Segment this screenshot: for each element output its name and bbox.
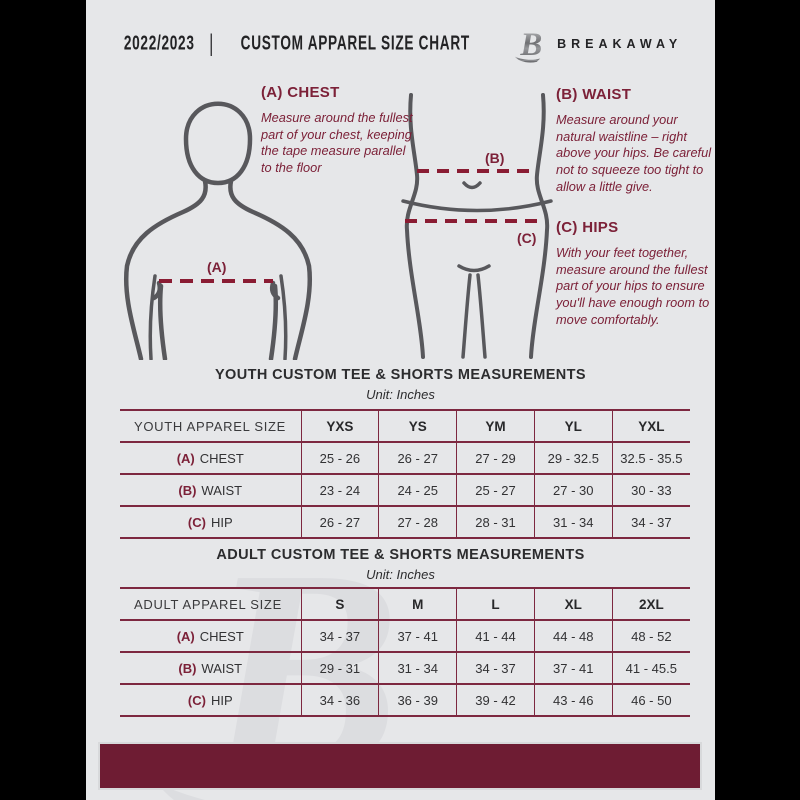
row-prefix: (C)	[187, 692, 206, 708]
size-col-header: L	[457, 588, 535, 620]
youth-table-unit: Unit: Inches	[366, 387, 435, 402]
size-range-cell: 25 - 26	[301, 442, 379, 474]
waist-heading: (B) WAIST	[556, 86, 632, 103]
size-range-cell: 26 - 27	[301, 506, 379, 538]
lower-torso-figure	[393, 93, 563, 360]
right-black-bar	[715, 0, 800, 800]
brand-name: BREAKAWAY	[557, 37, 683, 51]
row-label-cell	[120, 684, 301, 716]
size-range-cell: 48 - 52	[612, 620, 690, 652]
youth-chest-row	[120, 442, 690, 474]
size-col-header: YS	[379, 410, 457, 442]
adult-table-unit: Unit: Inches	[366, 567, 435, 582]
footer-accent-bar	[98, 742, 702, 790]
adult-table-title: ADULT CUSTOM TEE & SHORTS MEASUREMENTS	[216, 547, 585, 563]
hips-instruction-block	[556, 219, 715, 328]
size-range-cell: 27 - 30	[534, 474, 612, 506]
size-range-cell: 27 - 28	[379, 506, 457, 538]
row-prefix: (A)	[176, 450, 195, 466]
size-range-cell: 37 - 41	[534, 652, 612, 684]
adult-waist-row	[120, 652, 690, 684]
waist-line-label: (B)	[485, 150, 505, 166]
youth-table-title: YOUTH CUSTOM TEE & SHORTS MEASUREMENTS	[214, 367, 586, 383]
waist-hip-diagram-icon	[393, 93, 563, 360]
size-col-header: XL	[534, 588, 612, 620]
row-prefix: (A)	[176, 628, 195, 644]
size-range-cell: 29 - 31	[301, 652, 379, 684]
row-name: CHEST	[199, 628, 244, 644]
row-label-cell	[120, 474, 301, 506]
page-title: CUSTOM APPAREL SIZE CHART	[240, 32, 470, 55]
size-range-cell: 39 - 42	[457, 684, 535, 716]
chest-line-label: (A)	[207, 259, 227, 275]
size-chart-page	[86, 0, 715, 800]
size-range-cell: 23 - 24	[301, 474, 379, 506]
left-black-bar	[0, 0, 86, 800]
size-col-header: S	[301, 588, 379, 620]
youth-size-label: YOUTH APPAREL SIZE	[120, 410, 301, 442]
adult-size-label: ADULT APPAREL SIZE	[120, 588, 301, 620]
size-range-cell: 31 - 34	[379, 652, 457, 684]
size-range-cell: 44 - 48	[534, 620, 612, 652]
size-range-cell: 31 - 34	[534, 506, 612, 538]
size-col-header: YL	[534, 410, 612, 442]
waist-instruction-block	[556, 86, 714, 195]
row-name: HIP	[210, 514, 233, 530]
youth-size-table	[120, 409, 690, 539]
header	[86, 22, 715, 66]
adult-size-table	[120, 587, 690, 717]
youth-header-row	[120, 410, 690, 442]
size-range-cell: 46 - 50	[612, 684, 690, 716]
breakaway-b-logo-icon	[513, 24, 547, 64]
row-name: WAIST	[201, 482, 243, 498]
hips-heading: (C) HIPS	[556, 219, 619, 236]
youth-waist-row	[120, 474, 690, 506]
hips-instruction-text: With your feet together, measure around the fullest part of your hips to ensure you'll have enough room to move comfortably.	[556, 245, 710, 327]
size-col-header: 2XL	[612, 588, 690, 620]
adult-chest-row	[120, 620, 690, 652]
row-prefix: (C)	[187, 514, 206, 530]
size-range-cell: 34 - 37	[612, 506, 690, 538]
waist-instruction-text: Measure around your natural waistline – right above your hips. Be careful not to squeeze too tight to allow a little give.	[556, 112, 712, 194]
size-range-cell: 24 - 25	[379, 474, 457, 506]
size-range-cell: 41 - 44	[457, 620, 535, 652]
youth-hip-row	[120, 506, 690, 538]
size-col-header: YXL	[612, 410, 690, 442]
hip-line-label: (C)	[517, 230, 537, 246]
size-range-cell: 36 - 39	[379, 684, 457, 716]
row-prefix: (B)	[178, 482, 197, 498]
size-range-cell: 30 - 33	[612, 474, 690, 506]
adult-header-row	[120, 588, 690, 620]
row-label-cell	[120, 442, 301, 474]
row-name: WAIST	[201, 660, 243, 676]
row-name: HIP	[210, 692, 233, 708]
size-range-cell: 41 - 45.5	[612, 652, 690, 684]
row-name: CHEST	[199, 450, 244, 466]
size-range-cell: 34 - 37	[301, 620, 379, 652]
size-col-header: YXS	[301, 410, 379, 442]
size-col-header: M	[379, 588, 457, 620]
size-range-cell: 37 - 41	[379, 620, 457, 652]
row-prefix: (B)	[178, 660, 197, 676]
size-range-cell: 25 - 27	[457, 474, 535, 506]
size-range-cell: 28 - 31	[457, 506, 535, 538]
header-separator: |	[209, 30, 215, 57]
row-label-cell	[120, 620, 301, 652]
row-label-cell	[120, 652, 301, 684]
size-range-cell: 32.5 - 35.5	[612, 442, 690, 474]
adult-hip-row	[120, 684, 690, 716]
size-range-cell: 34 - 36	[301, 684, 379, 716]
season-text: 2022/2023	[123, 32, 195, 55]
row-label-cell	[120, 506, 301, 538]
size-range-cell: 27 - 29	[457, 442, 535, 474]
size-range-cell: 43 - 46	[534, 684, 612, 716]
chest-instruction-text: Measure around the fullest part of your chest, keeping the tape measure parallel to the floor	[261, 110, 413, 175]
size-range-cell: 29 - 32.5	[534, 442, 612, 474]
size-range-cell: 34 - 37	[457, 652, 535, 684]
chest-instruction-block	[261, 84, 416, 177]
size-col-header: YM	[457, 410, 535, 442]
chest-heading: (A) CHEST	[261, 84, 340, 101]
size-range-cell: 26 - 27	[379, 442, 457, 474]
